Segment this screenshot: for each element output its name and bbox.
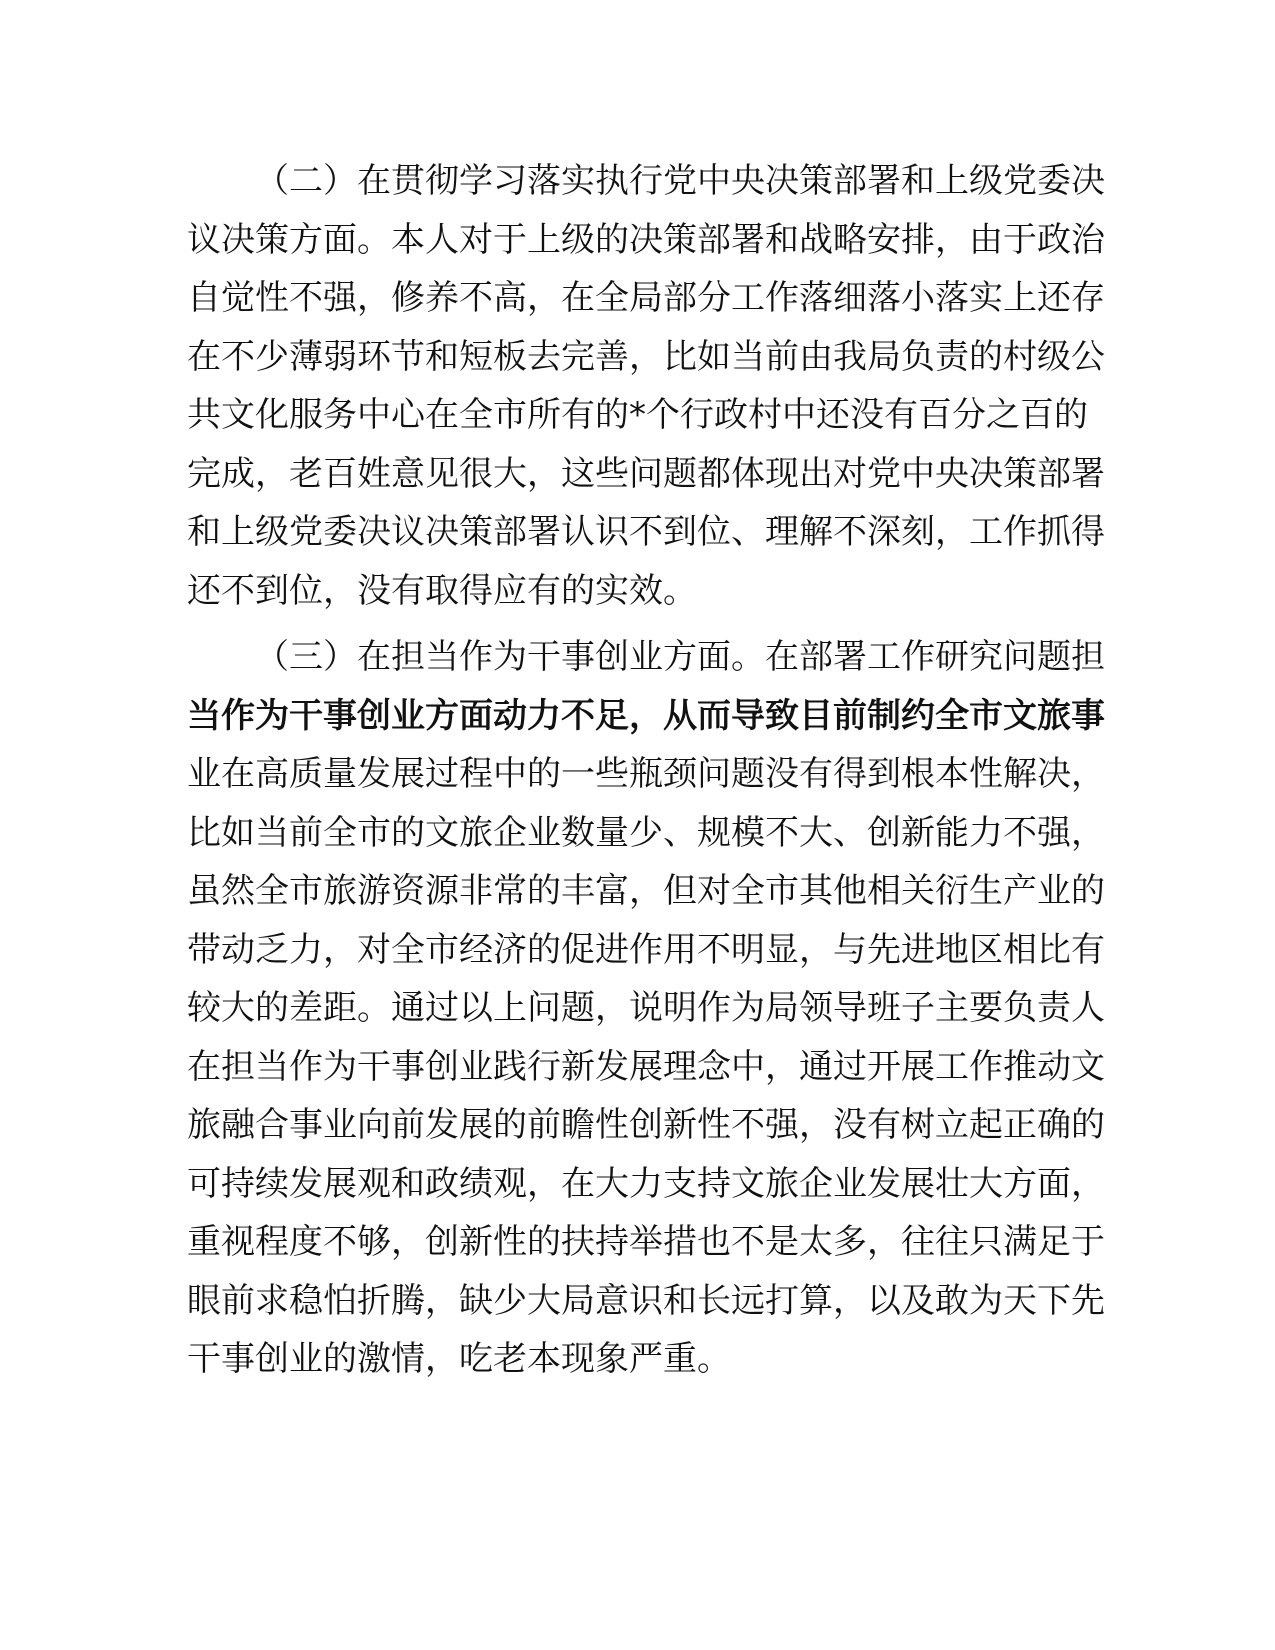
paragraph-line: 业在高质量发展过程中的一些瓶颈问题没有得到根本性解决， bbox=[187, 754, 1105, 794]
paragraph-line: 完成，老百姓意见很大，这些问题都体现出对党中央决策部署 bbox=[187, 453, 1105, 494]
paragraph-line: 自觉性不强，修养不高，在全局部分工作落细落小落实上还存 bbox=[187, 278, 1105, 318]
paragraph-line: 和上级党委决议决策部署认识不到位、理解不深刻，工作抓得 bbox=[187, 512, 1105, 552]
paragraph-line: 在担当作为干事创业践行新发展理念中，通过开展工作推动文 bbox=[187, 1046, 1105, 1087]
paragraph-line: 共文化服务中心在全市所有的*个行政村中还没有百分之百的 bbox=[187, 395, 1088, 435]
paragraph-line: 重视程度不够，创新性的扶持举措也不是太多，往往只满足于 bbox=[187, 1222, 1105, 1262]
paragraph-line: 虽然全市旅游资源非常的丰富，但对全市其他相关衍生产业的 bbox=[187, 871, 1105, 911]
paragraph-section-3 bbox=[187, 628, 1105, 1389]
paragraph-line: 眼前求稳怕折腾，缺少大局意识和长远打算，以及敢为天下先 bbox=[187, 1280, 1105, 1321]
paragraph-line: 在不少薄弱环节和短板去完善，比如当前由我局负责的村级公 bbox=[187, 336, 1105, 377]
paragraph-line: 可持续发展观和政绩观，在大力支持文旅企业发展壮大方面， bbox=[187, 1163, 1105, 1204]
paragraph-line-bold: 当作为干事创业方面动力不足，从而导致目前制约全市文旅事 bbox=[187, 695, 1105, 736]
paragraph-line: 较大的差距。通过以上问题，说明作为局领导班子主要负责人 bbox=[187, 988, 1105, 1028]
paragraph-line: 议决策方面。本人对于上级的决策部署和战略安排，由于政治 bbox=[187, 219, 1105, 260]
paragraph-line: 带动乏力，对全市经济的促进作用不明显，与先进地区相比有 bbox=[187, 929, 1105, 970]
document-body bbox=[187, 152, 1105, 1389]
paragraph-line: 干事创业的激情，吃老本现象严重。 bbox=[187, 1339, 731, 1379]
paragraph-section-2 bbox=[187, 152, 1105, 620]
paragraph-line: 旅融合事业向前发展的前瞻性创新性不强，没有树立起正确的 bbox=[187, 1105, 1105, 1145]
paragraph-line: （二）在贯彻学习落实执行党中央决策部署和上级党委决 bbox=[255, 161, 1105, 201]
paragraph-line: 比如当前全市的文旅企业数量少、规模不大、创新能力不强， bbox=[187, 812, 1105, 853]
paragraph-line: 还不到位，没有取得应有的实效。 bbox=[187, 570, 697, 611]
paragraph-line: （三）在担当作为干事创业方面。在部署工作研究问题担 bbox=[255, 637, 1105, 677]
